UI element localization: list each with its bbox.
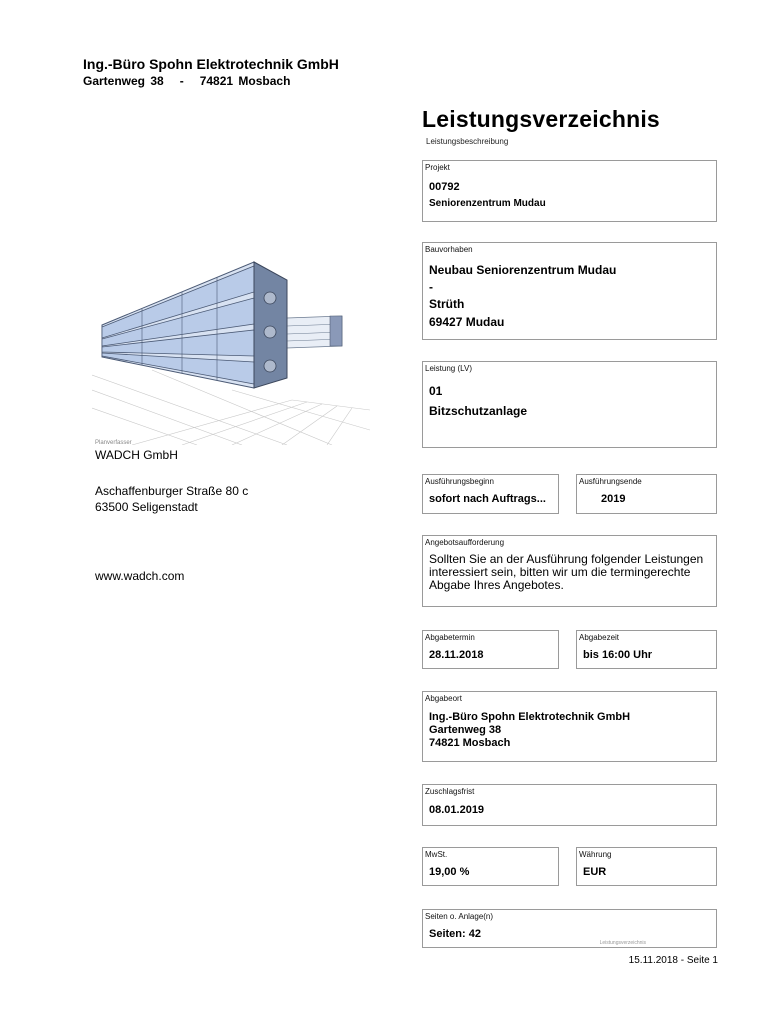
abgabetermin-value: 28.11.2018 <box>429 649 484 661</box>
seiten-note: Leistungsverzeichnis <box>599 940 646 946</box>
projekt-label: Projekt <box>425 163 450 172</box>
leistung-number: 01 <box>429 384 443 398</box>
angebotsaufforderung-box <box>422 535 717 607</box>
projekt-box <box>422 160 717 222</box>
leistung-label: Leistung (LV) <box>425 364 472 373</box>
company-name: Ing.-Büro Spohn Elektrotechnik GmbH <box>83 56 339 72</box>
ausfuehrungsbeginn-label: Ausführungsbeginn <box>425 477 494 486</box>
ausfuehrungsbeginn-value: sofort nach Auftrags... <box>429 493 546 505</box>
planner-street: Aschaffenburger Straße 80 c <box>95 484 249 498</box>
document-title: Leistungsverzeichnis <box>422 106 660 132</box>
abgabeort-line: 74821 Mosbach <box>429 737 511 749</box>
projekt-name: Seniorenzentrum Mudau <box>429 198 546 209</box>
seiten-value: Seiten: 42 <box>429 928 481 940</box>
abgabezeit-value: bis 16:00 Uhr <box>583 649 653 661</box>
footer-date-page: 15.11.2018 - Seite 1 <box>628 955 718 966</box>
mwst-value: 19,00 % <box>429 866 470 878</box>
waehrung-box <box>576 847 717 886</box>
abgabetermin-label: Abgabetermin <box>425 633 475 642</box>
planner-website-link[interactable]: www.wadch.com <box>95 569 185 583</box>
projekt-number: 00792 <box>429 181 460 193</box>
zuschlagsfrist-box <box>422 784 717 826</box>
planner-name: WADCH GmbH <box>95 448 178 462</box>
mwst-box <box>422 847 559 886</box>
planner-city: 63500 Seligenstadt <box>95 500 198 514</box>
ausfuehrungsende-box <box>576 474 717 514</box>
abgabezeit-box <box>576 630 717 669</box>
leistung-name: Bitzschutzanlage <box>429 404 528 418</box>
abgabezeit-label: Abgabezeit <box>579 633 620 642</box>
zuschlagsfrist-value: 08.01.2019 <box>429 804 485 816</box>
abgabeort-box <box>422 691 717 762</box>
zuschlagsfrist-label: Zuschlagsfrist <box>425 787 475 796</box>
angebotsaufforderung-text: Sollten Sie an der Ausführung folgender Leistungen interessiert sein, bitten wir um die termingerechte Abgabe Ihres Angebotes. <box>429 552 704 592</box>
ausfuehrungsende-value: 2019 <box>601 493 626 505</box>
abgabeort-line: Ing.-Büro Spohn Elektrotechnik GmbH <box>429 711 631 723</box>
leistung-box <box>422 361 717 448</box>
bauvorhaben-line: 69427 Mudau <box>429 315 505 329</box>
bauvorhaben-line: Strüth <box>429 297 465 311</box>
bauvorhaben-box <box>422 242 717 340</box>
mwst-label: MwSt. <box>425 850 448 859</box>
bauvorhaben-label: Bauvorhaben <box>425 245 473 254</box>
ausfuehrungsende-label: Ausführungsende <box>579 477 642 486</box>
seiten-box <box>422 909 717 948</box>
document-subtitle: Leistungsbeschreibung <box>426 137 509 146</box>
bauvorhaben-line: - <box>429 280 433 294</box>
abgabeort-label: Abgabeort <box>425 694 462 703</box>
seiten-label: Seiten o. Anlage(n) <box>425 912 494 921</box>
waehrung-value: EUR <box>583 866 607 878</box>
ausfuehrungsbeginn-box <box>422 474 559 514</box>
angebotsaufforderung-label: Angebotsaufforderung <box>425 538 505 547</box>
building-illustration <box>92 250 370 445</box>
planner-label: Planverfasser <box>95 440 132 446</box>
waehrung-label: Währung <box>579 850 612 859</box>
abgabetermin-box <box>422 630 559 669</box>
company-address: Gartenweg 38 - 74821 Mosbach <box>83 74 291 88</box>
bauvorhaben-line: Neubau Seniorenzentrum Mudau <box>429 263 617 277</box>
abgabeort-line: Gartenweg 38 <box>429 724 502 736</box>
